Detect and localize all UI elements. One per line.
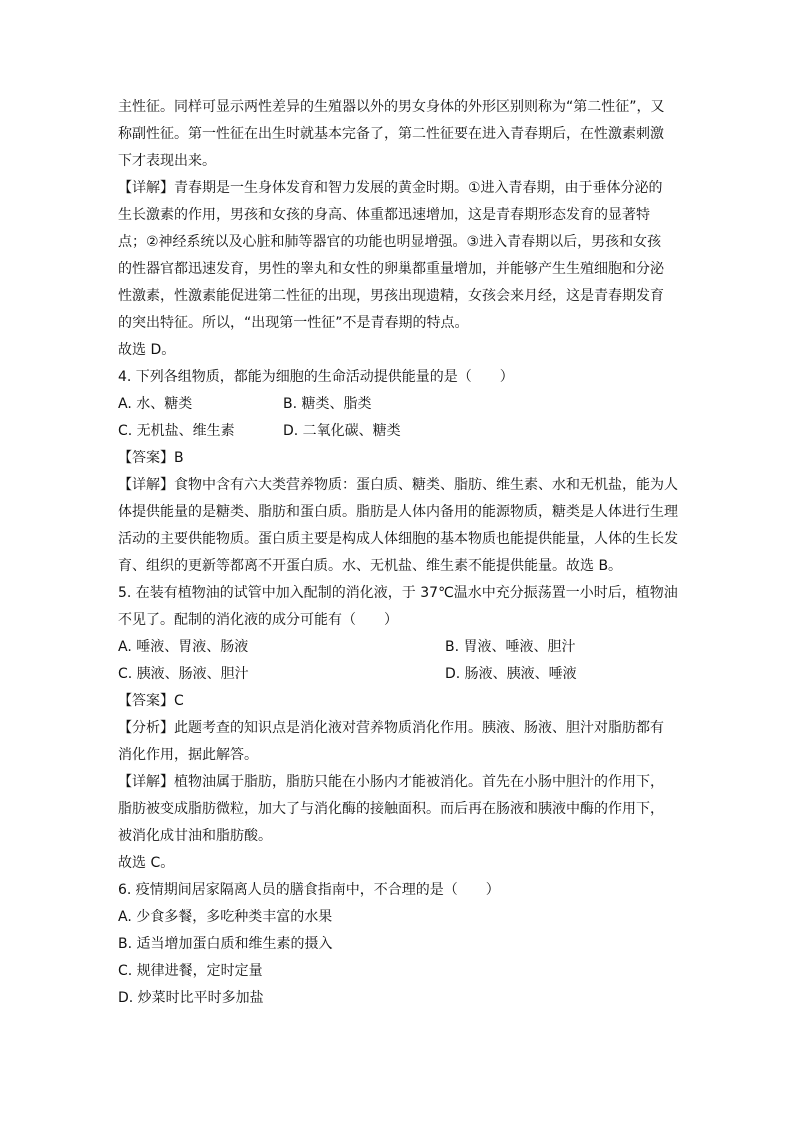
- question-6-option-a: A. 少食多餐，多吃种类丰富的水果: [118, 909, 333, 925]
- detail-line: 点；②神经系统以及心脏和肺等器官的功能也明显增强。③进入青春期以后，男孩和女孩: [118, 234, 662, 250]
- question-5-options-row-1: [118, 634, 678, 661]
- question-6-option-d: D. 炒菜时比平时多加盐: [118, 990, 264, 1006]
- question-5-detail-line: 被消化成甘油和脂肪酸。: [118, 828, 272, 844]
- text-line: 主性征。同样可显示两性差异的生殖器以外的男女身体的外形区别则称为“第二性征”，又: [118, 99, 665, 115]
- question-5-analysis-line: 【分析】此题考查的知识点是消化液对营养物质消化作用。胰液、肠液、胆汁对脂肪都有: [118, 720, 664, 736]
- detail-line: 生长激素的作用，男孩和女孩的身高、体重都迅速增加，这是青春期形态发育的显著特: [118, 207, 650, 223]
- question-5-option-c: C. 胰液、肠液、胆汁: [118, 666, 249, 682]
- question-6-stem: 6. 疫情期间居家隔离人员的膳食指南中，不合理的是（ ）: [118, 882, 500, 898]
- question-5-analysis-line: 消化作用，据此解答。: [118, 747, 258, 763]
- detail-line: 性激素，性激素能促进第二性征的出现，男孩出现遗精，女孩会来月经，这是青春期发育: [118, 288, 664, 304]
- question-4-stem: 4. 下列各组物质，都能为细胞的生命活动提供能量的是（ ）: [118, 369, 514, 385]
- question-5-detail-line: 【详解】植物油属于脂肪，脂肪只能在小肠内才能被消化。首先在小肠中胆汁的作用下，: [118, 774, 664, 790]
- question-5-options-row-2: [118, 661, 678, 688]
- question-5-option-b: B. 胃液、唾液、胆汁: [445, 639, 576, 655]
- conclusion-line: 故选 D。: [118, 342, 176, 358]
- text-line: 称副性征。第一性征在出生时就基本完备了，第二性征要在进入青春期后，在性激素刺激: [118, 126, 664, 142]
- detail-line: 的性器官都迅速发育，男性的睾丸和女性的卵巢都重量增加，并能够产生生殖细胞和分泌: [118, 261, 664, 277]
- question-4-answer: 【答案】B: [118, 450, 184, 466]
- question-6-option-b: B. 适当增加蛋白质和维生素的摄入: [118, 936, 333, 952]
- question-5-answer: 【答案】C: [118, 693, 184, 709]
- text-line: 下才表现出来。: [118, 153, 216, 169]
- question-5-option-a: A. 唾液、胃液、肠液: [118, 639, 249, 655]
- question-6-option-c: C. 规律进餐，定时定量: [118, 963, 263, 979]
- page-content: [118, 94, 678, 1012]
- question-4-option-b: B. 糖类、脂类: [283, 396, 372, 412]
- question-4-detail-line: 【详解】食物中含有六大类营养物质：蛋白质、糖类、脂肪、维生素、水和无机盐，能为人: [118, 477, 678, 493]
- question-4-option-c: C. 无机盐、维生素: [118, 423, 235, 439]
- question-4-options-row-2: [118, 418, 678, 445]
- question-4-detail-line: 活动的主要供能物质。蛋白质主要是构成人体细胞的基本物质也能提供能量，人体的生长发: [118, 531, 678, 547]
- question-5-conclusion: 故选 C。: [118, 855, 175, 871]
- question-4-options-row-1: [118, 391, 678, 418]
- detail-line: 的突出特征。所以，“出现第一性征”不是青春期的特点。: [118, 315, 469, 331]
- question-5-detail-line: 脂肪被变成脂肪微粒，加大了与消化酶的接触面积。而后再在肠液和胰液中酶的作用下，: [118, 801, 664, 817]
- question-4-detail-line: 体提供能量的是糖类、脂肪和蛋白质。脂肪是人体内备用的能源物质，糖类是人体进行生理: [118, 504, 678, 520]
- question-4-detail-line: 育、组织的更新等都离不开蛋白质。水、无机盐、维生素不能提供能量。故选 B。: [118, 558, 623, 574]
- question-5-option-d: D. 肠液、胰液、唾液: [445, 666, 577, 682]
- question-4-option-d: D. 二氧化碳、糖类: [283, 423, 401, 439]
- question-5-stem-line: 不见了。配制的消化液的成分可能有（ ）: [118, 612, 398, 628]
- question-4-option-a: A. 水、糖类: [118, 396, 193, 412]
- question-5-stem-line: 5. 在装有植物油的试管中加入配制的消化液，于 37℃温水中充分振荡置一小时后，植物油: [118, 585, 678, 601]
- detail-line: 【详解】青春期是一生身体发育和智力发展的黄金时期。①进入青春期，由于垂体分泌的: [118, 180, 663, 196]
